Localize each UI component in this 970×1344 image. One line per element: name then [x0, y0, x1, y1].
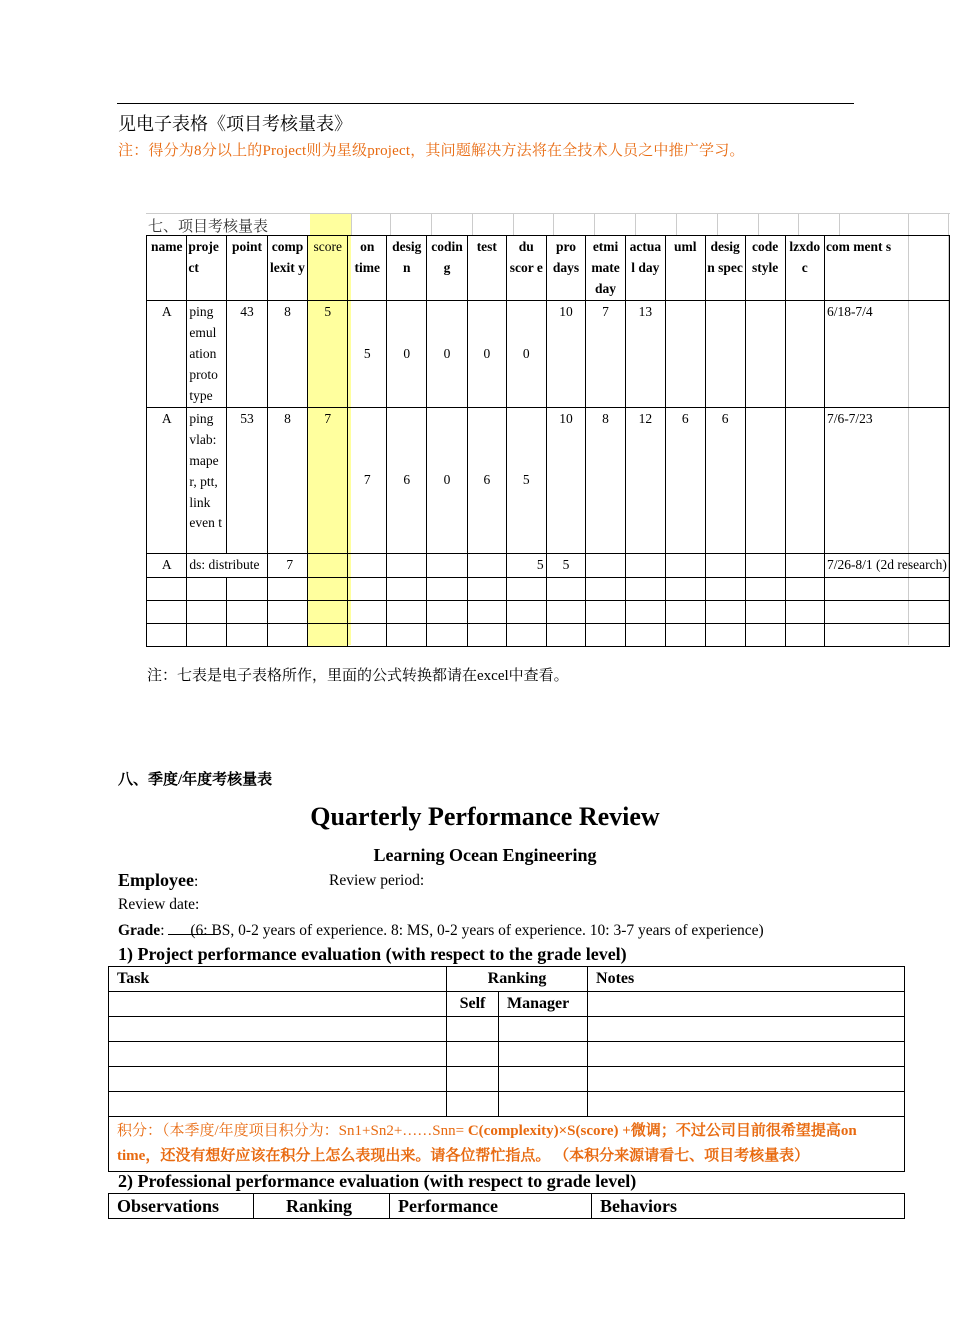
header-cell: name: [147, 236, 187, 301]
score-note-a: 积分：（本季度/年度项目积分为：Sn1+Sn2+……Snn=: [117, 1123, 468, 1139]
cell: 10: [546, 301, 586, 408]
cell: 5: [546, 554, 586, 578]
top-rule: [117, 103, 854, 104]
header-cell: pro days: [546, 236, 586, 301]
section-heading: 八、季度/年度考核量表: [118, 772, 273, 788]
cell: 10: [546, 408, 586, 554]
col-ranking: Ranking: [254, 1194, 390, 1219]
review-date-label: Review date:: [118, 896, 200, 913]
cell: [745, 301, 785, 408]
score-note-b: C(complexity)×S(score) +微调；不过公司目前很希望提高on time，还没有想好应该在积分上怎么表现出来。请各位帮忙指点。 （本积分来源请看七、项目考核量表）: [117, 1123, 857, 1164]
cell: 13: [625, 301, 665, 408]
table-row: [147, 601, 950, 624]
cell: 5: [308, 301, 348, 408]
header-cell: lzxdo c: [785, 236, 824, 301]
col-behaviors: Behaviors: [592, 1194, 905, 1219]
cell: [187, 554, 294, 578]
star-project-note: 注：得分为8分以上的Project则为星级project，其问题解决方法将在全技术人员之中推广学习。: [118, 143, 745, 159]
spreadsheet-image: [146, 213, 950, 645]
cell: 6: [387, 408, 427, 554]
project-assessment-table: [146, 235, 950, 647]
cell: 0: [506, 301, 546, 408]
header-cell: com ment s: [824, 236, 949, 301]
table-row: [109, 1092, 905, 1117]
employee-label: Employee: [118, 870, 194, 890]
cell: 12: [625, 408, 665, 554]
cell-text: ds: distribute: [189, 557, 260, 573]
cell: ping emul ation proto type: [187, 301, 227, 408]
see-sheet-text: 见电子表格《项目考核量表》: [118, 114, 352, 134]
header-cell: actua l day: [625, 236, 665, 301]
cell: 0: [427, 408, 467, 554]
grade-text: (6: BS, 0-2 years of experience. 8: MS, 0-2 years of experience. 10: 3-7 years of experience): [190, 922, 764, 939]
cell: 6/18-7/4: [824, 301, 949, 408]
header-cell: comp lexit y: [267, 236, 307, 301]
table-row: [109, 1017, 905, 1042]
cell: 6: [705, 408, 745, 554]
table-row: [109, 1067, 905, 1092]
cell: 5: [506, 554, 546, 578]
project-evaluation-table: [108, 966, 905, 1172]
cell: 8: [586, 408, 625, 554]
header-row: [147, 236, 950, 301]
col-self: Self: [447, 992, 499, 1017]
cell: 7: [308, 408, 348, 554]
header-cell: on time: [348, 236, 387, 301]
cell: 8: [267, 301, 307, 408]
cell: 53: [227, 408, 268, 554]
table-row: [109, 1117, 905, 1172]
table-row: [109, 1194, 905, 1219]
header-cell: etmi mate day: [586, 236, 625, 301]
cell: [666, 301, 706, 408]
grade-label: Grade: [118, 922, 161, 939]
cell: A: [147, 301, 187, 408]
section-2-title: 2) Professional performance evaluation (with respect to grade level): [118, 1171, 637, 1191]
col-manager: Manager: [499, 992, 588, 1017]
header-cell: codin g: [427, 236, 467, 301]
header-cell: uml: [666, 236, 706, 301]
cell: 8: [267, 408, 307, 554]
cell: 0: [427, 301, 467, 408]
col-task: Task: [109, 967, 447, 992]
header-cell: du scor e: [506, 236, 546, 301]
review-period-label: Review period:: [329, 872, 425, 889]
header-cell: desig n: [387, 236, 427, 301]
cell: 6: [666, 408, 706, 554]
table-row: [109, 967, 905, 992]
col-notes: Notes: [588, 967, 905, 992]
cell: 7/26-8/1 (2d research): [824, 554, 949, 578]
col-ranking: Ranking: [447, 967, 588, 992]
cell: 5: [506, 408, 546, 554]
page-title: Quarterly Performance Review: [310, 802, 660, 831]
page-subtitle: Learning Ocean Engineering: [373, 845, 597, 865]
table-row: [147, 578, 950, 601]
cell: [705, 301, 745, 408]
cell: 0: [387, 301, 427, 408]
table-row: [109, 992, 905, 1017]
cell: 0: [467, 301, 506, 408]
header-cell: proje ct: [187, 236, 227, 301]
col-performance: Performance: [390, 1194, 592, 1219]
table-row: [147, 624, 950, 647]
employee-field: Employee:: [118, 870, 199, 890]
cell: [785, 408, 824, 554]
sheet-note: 注：七表是电子表格所作，里面的公式转换都请在excel中查看。: [147, 668, 569, 684]
cell: 7: [348, 408, 387, 554]
cell: [785, 301, 824, 408]
header-cell: code style: [745, 236, 785, 301]
cell: [745, 408, 785, 554]
header-cell: point: [227, 236, 268, 301]
header-cell: test: [467, 236, 506, 301]
cell: 5: [348, 301, 387, 408]
cell: 7: [586, 301, 625, 408]
table-row: [109, 1042, 905, 1067]
header-cell: score: [308, 236, 348, 301]
grade-field: Grade: (6: BS, 0-2 years of experience. 8: MS, 0-2 years of experience. 10: 3-7 years of experience): [118, 922, 764, 939]
section-1-title: 1) Project performance evaluation (with respect to the grade level): [118, 944, 627, 964]
header-cell: desig n spec: [705, 236, 745, 301]
professional-evaluation-table: [108, 1193, 905, 1219]
cell: 7/6-7/23: [824, 408, 949, 554]
table-row: [147, 301, 950, 408]
col-observations: Observations: [109, 1194, 254, 1219]
cell: 43: [227, 301, 268, 408]
cell: A: [147, 408, 187, 554]
sheet-title: 七、项目考核量表: [148, 217, 269, 235]
cell: A: [147, 554, 187, 578]
cell: ping vlab: mape r, ptt, link even t: [187, 408, 227, 554]
cell-text: 7: [284, 555, 293, 576]
table-row: [147, 554, 950, 578]
table-row: [147, 408, 950, 554]
cell: 6: [467, 408, 506, 554]
score-note: [109, 1117, 905, 1172]
